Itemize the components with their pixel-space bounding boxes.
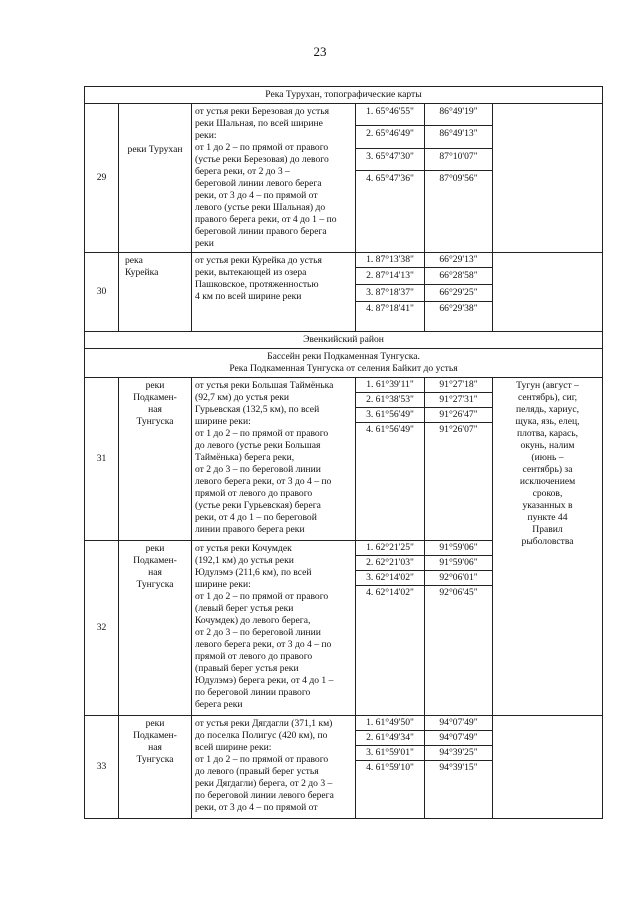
boundary-description [192,104,356,253]
text-line: от 1 до 2 – по прямой от правого [195,591,329,602]
text-line: Река Подкаменная Тунгуска от селения Байкит до устья [229,363,458,374]
text-line: плотва, карась, [516,428,579,439]
coordinate-lon: 91°27'31" [425,393,493,408]
text-line: Юдулэмэ (211,6 км), по всей [195,567,312,578]
text-line: Тунгуска [136,416,174,427]
text-line: сроков, [532,488,563,499]
text-line: реки, вытекающей из озера [195,267,307,278]
section-title-basin [85,349,603,378]
text-line: реки, от 3 до 4 – по прямой от [195,802,318,813]
text-line: Подкамен- [133,392,177,403]
text-line: реки Шальная, по всей ширине [195,118,323,129]
text-line: от устья реки Дягдагли (371,1 км) [195,718,333,729]
text-line: линии правого берега реки [195,524,305,535]
text-line: Тугун (август – [516,380,579,391]
text-line: от устья реки Курейка до устья [195,255,322,266]
text-line: реки Турухан [127,144,183,155]
text-line: реки: [195,130,217,141]
coordinate-lon: 87°10'07" [425,148,493,170]
coordinate-lat: 4. 87°18'41" [356,302,425,332]
text-line: от 2 до 3 – по береговой линии [195,464,321,475]
text-line: всей ширине реки: [195,742,272,753]
coordinate-lon: 86°49'13" [425,126,493,148]
text-line: (92,7 км) до устья реки [195,392,290,403]
text-line: Тунгуска [136,579,174,590]
fish-species-cell [493,253,603,332]
coordinate-lat: 3. 87°18'37" [356,285,425,302]
coordinate-lon: 91°26'47" [425,408,493,423]
text-line: рыболовства [521,536,574,547]
coordinate-lat: 4. 62°14'02" [356,586,425,716]
text-line: реки [145,543,165,554]
text-line: правого берега реки, от 4 до 1 – по [195,214,337,225]
text-line: береговой линии правого берега [195,226,327,237]
text-line: левого (устье реки Шальная) до [195,202,326,213]
text-line: река [125,255,143,266]
boundary-description [192,378,356,541]
boundary-description [192,716,356,819]
coordinate-lat: 1. 61°39'11" [356,378,425,393]
text-line: от устья реки Большая Таймёнька [195,380,334,391]
text-line: (левый берег устья реки [195,603,294,614]
text-line: исключением [519,476,576,487]
fish-species-cell [493,716,603,819]
river-name [119,253,192,332]
text-line: реки [195,238,214,249]
coordinate-lon: 91°27'18" [425,378,493,393]
text-line: Подкамен- [133,730,177,741]
text-line: сентябрь), сиг, [518,392,577,403]
text-line: реки, от 4 до 1 – по береговой [195,512,317,523]
regulation-table [84,86,603,819]
text-line: Пашковское, протяженностью [195,279,319,290]
text-line: до левого (устье реки Большая [195,440,321,451]
row-number: 33 [85,716,119,819]
text-line: (правый берег устья реки [195,663,299,674]
section-title-evenki: Эвенкийский район [85,332,603,349]
text-line: ширине реки: [195,579,251,590]
coordinate-lat: 3. 61°59'01" [356,746,425,761]
coordinate-lon: 66°29'25" [425,285,493,302]
coordinate-lon: 92°06'01" [425,571,493,586]
coordinate-lon: 94°39'15" [425,761,493,819]
text-line: от 1 до 2 – по прямой от правого [195,428,329,439]
coordinate-lat: 2. 61°49'34" [356,731,425,746]
text-line: ная [148,742,162,753]
text-line: до левого (правый берег устья [195,766,319,777]
coordinate-lon: 92°06'45" [425,586,493,716]
text-line: берега реки, от 2 до 3 – [195,166,290,177]
text-line: окунь, налим [520,440,575,451]
coordinate-lon: 91°59'06" [425,556,493,571]
text-line: (июнь – [531,452,564,463]
text-line: от 1 до 2 – по прямой от правого [195,754,329,765]
text-line: от 1 до 2 – по прямой от правого [195,142,329,153]
text-line: ная [148,567,162,578]
text-line: до поселка Полигус (420 км), по [195,730,328,741]
text-line: (устье реки Березовая) до левого [195,154,329,165]
text-line: Кочумдек) до левого берега, [195,615,311,626]
coordinate-lon: 91°26'07" [425,423,493,541]
text-line: реки Дягдагли) берега, от 2 до 3 – [195,778,333,789]
river-name [119,378,192,541]
coordinate-lon: 66°29'38" [425,302,493,332]
text-line: реки [145,380,165,391]
river-name [119,104,192,253]
text-line: по береговой линии правого [195,687,311,698]
row-number: 29 [85,104,119,253]
coordinate-lat: 2. 61°38'53" [356,393,425,408]
text-line: Бассейн реки Подкаменная Тунгуска. [267,351,420,362]
coordinate-lat: 3. 65°47'30" [356,148,425,170]
fish-species-cell [493,378,603,716]
text-line: Правил [532,524,563,535]
boundary-description [192,253,356,332]
coordinate-lat: 4. 65°47'36" [356,171,425,253]
text-line: от устья реки Березовая до устья [195,106,329,117]
section-title-turukhan: Река Турухан, топографические карты [85,87,603,104]
section-row-basin [85,349,603,378]
coordinate-lat: 1. 62°21'25" [356,541,425,556]
coordinate-lat: 2. 65°46'49" [356,126,425,148]
coordinate-lat: 1. 61°49'50" [356,716,425,731]
text-line: пелядь, хариус, [516,404,579,415]
row-number: 32 [85,541,119,716]
coordinate-lat: 4. 61°56'49" [356,423,425,541]
coordinate-lon: 94°07'49" [425,731,493,746]
text-line: (192,1 км) до устья реки [195,555,294,566]
text-line: берега реки [195,699,243,710]
text-line: указанных в [522,500,573,511]
text-line: ширине реки: [195,416,251,427]
text-line: сентябрь) за [522,464,573,475]
coordinate-lon: 66°28'58" [425,268,493,285]
table-row [85,104,603,126]
page-number: 23 [313,44,327,59]
section-row-evenki [85,332,603,349]
text-line: прямой от левого до правого [195,651,313,662]
coordinate-lat: 2. 87°14'13" [356,268,425,285]
text-line: левого берега реки, от 3 до 4 – по [195,476,332,487]
text-line: прямой от левого до правого [195,488,313,499]
text-line: по береговой линии левого берега [195,790,334,801]
text-line: ная [148,404,162,415]
coordinate-lat: 3. 62°14'02" [356,571,425,586]
text-line: Курейка [125,267,159,278]
table-row [85,253,603,268]
coordinate-lon: 86°49'19" [425,104,493,126]
text-line: Гурьевская (132,5 км), по всей [195,404,320,415]
text-line: реки [145,718,165,729]
coordinate-lon: 87°09'56" [425,171,493,253]
river-name [119,716,192,819]
text-line: 4 км по всей ширине реки [195,291,302,302]
boundary-description [192,541,356,716]
river-name [119,541,192,716]
text-line: Подкамен- [133,555,177,566]
text-line: (устье реки Гурьевская) берега [195,500,321,511]
coordinate-lon: 91°59'06" [425,541,493,556]
text-line: реки, от 3 до 4 – по прямой от [195,190,318,201]
text-line: Таймёнька) берега реки, [195,452,295,463]
text-line: левого берега реки, от 3 до 4 – по [195,639,332,650]
coordinate-lat: 4. 61°59'10" [356,761,425,819]
fish-species-cell [493,104,603,253]
text-line: пункте 44 [527,512,568,523]
coordinate-lat: 1. 65°46'55" [356,104,425,126]
row-number: 30 [85,253,119,332]
table-row [85,378,603,393]
text-line: от устья реки Кочумдек [195,543,292,554]
coordinate-lat: 2. 62°21'03" [356,556,425,571]
coordinate-lon: 66°29'13" [425,253,493,268]
table-row [85,716,603,731]
coordinate-lon: 94°07'49" [425,716,493,731]
section-row-turukhan [85,87,603,104]
coordinate-lat: 1. 87°13'38" [356,253,425,268]
text-line: щука, язь, елец, [515,416,580,427]
text-line: Юдулэмэ) берега реки, от 4 до 1 – [195,675,334,686]
row-number: 31 [85,378,119,541]
text-line: береговой линии левого берега [195,178,322,189]
coordinate-lat: 3. 61°56'49" [356,408,425,423]
text-line: от 2 до 3 – по береговой линии [195,627,321,638]
text-line: Тунгуска [136,754,174,765]
coordinate-lon: 94°39'25" [425,746,493,761]
